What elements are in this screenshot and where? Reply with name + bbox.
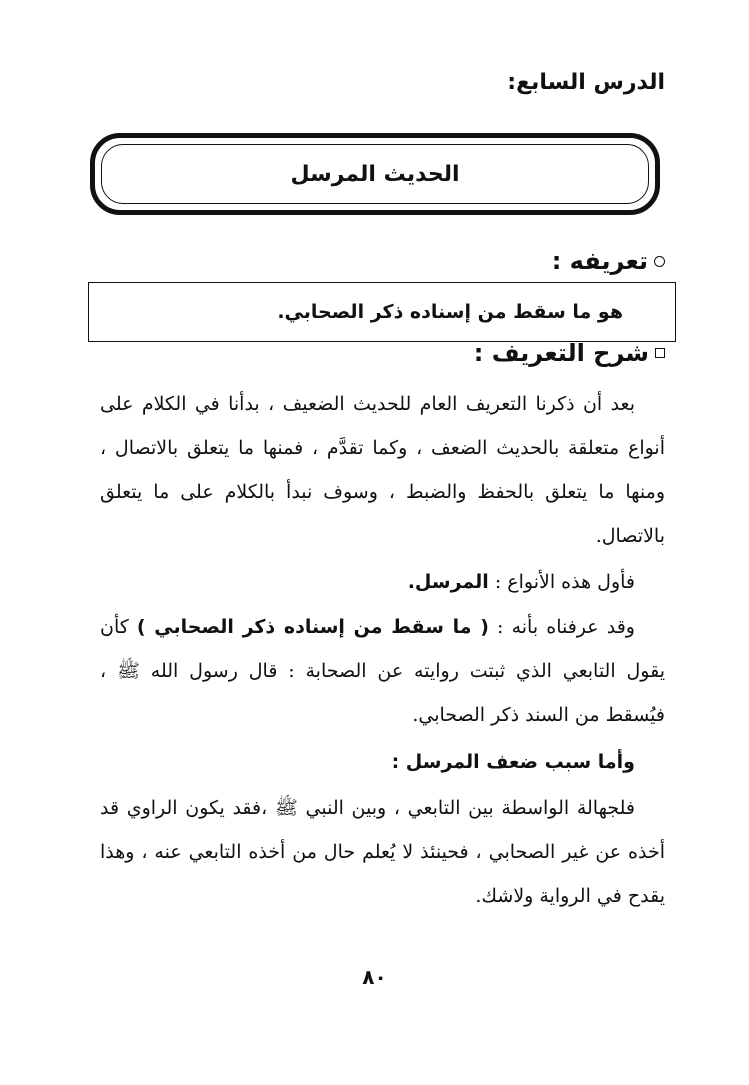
paragraph-first-type [100,560,665,604]
definition-text: هو ما سقط من إسناده ذكر الصحابي. [277,301,623,323]
page-title: الحديث المرسل [290,161,460,187]
recap-rest: كأن يقول التابعي الذي ثبتت روايته عن الصحابة : قال رسول الله ﷺ ، فيُسقط من السند ذكر الصحابي. [100,616,665,726]
paragraph-reason-text: فلجهالة الواسطة بين التابعي ، وبين النبي ﷺ ،فقد يكون الراوي قد أخذه عن غير الصحابي ، فحينئذ لا يُعلم حال من أخذه التابعي عنه ، وهذا يقدح في الرواية ولاشك. [100,797,665,907]
recap-prefix: وقد عرفناه بأنه : [488,616,635,638]
reason-heading [100,740,665,784]
title-frame-inner [101,144,649,204]
definition-heading-text: تعريفه : [551,247,648,275]
paragraph-definition-recap [100,605,665,737]
page-number: ٨٠ [362,965,387,989]
title-frame [90,133,660,215]
recap-quote: ( ما سقط من إسناده ذكر الصحابي ) [136,616,489,638]
circle-bullet-icon [654,256,665,267]
first-type-term: المرسل. [407,571,489,593]
paragraph-intro-text: بعد أن ذكرنا التعريف العام للحديث الضعيف ، بدأنا في الكلام على أنواع متعلقة بالحديث الضعف ، وكما تقدَّم ، فمنها ما يتعلق بالاتصال ، ومنها ما يتعلق بالحفظ والضبط ، وسوف نبدأ بالكلام على ما يتعلق بالاتصال. [100,393,665,547]
definition-heading [552,247,665,275]
explanation-heading [474,339,665,367]
reason-heading-text: وأما سبب ضعف المرسل : [391,751,635,773]
square-bullet-icon [655,348,665,358]
paragraph-reason [100,786,665,918]
explanation-heading-text: شرح التعريف : [473,339,649,367]
first-type-prefix: فأول هذه الأنواع : [488,571,635,593]
paragraph-intro [100,382,665,558]
lesson-label: الدرس السابع: [507,70,665,95]
definition-box [88,282,676,342]
